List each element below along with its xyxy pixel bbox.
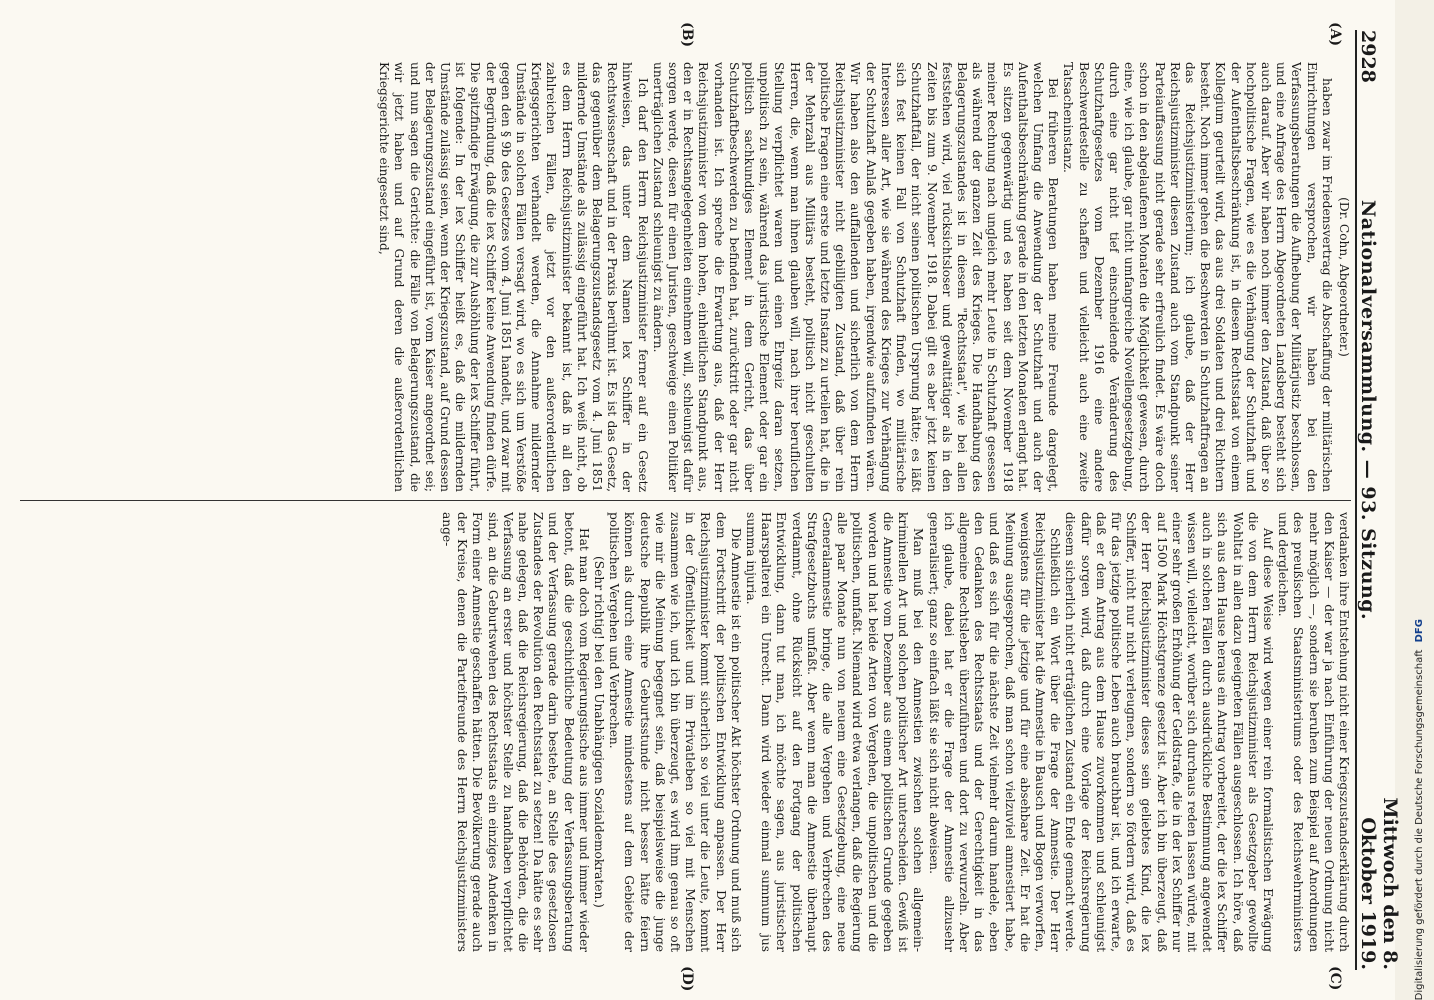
paragraph: Die Amnestie ist ein politischer Akt höchster Ordnung und muß sich dem Fortschritt der politischen Entwicklung anpassen. Der Herr Reichsjustizminister kommt sicherlich so viel unter die Leute, kommt in der Öffentlichkeit und im Privatleben so viel mit Menschen zusammen wie ich, und ich bin überzeugt, es wird ihm genau so oft wie mir die Meinung begegnet sein, daß beispielsweise die junge deutsche Republik ihre Geburtsstunde nicht besser hätte feiern können als durch eine Amnestie mindestens auf dem Gebiete der politischen Vergehen und Verbrechen. bbox=[607, 512, 743, 952]
paragraph: Ich darf den Herrn Reichsjustizminister ferner auf ein Gesetz hinweisen, das unter dem Namen lex Schiffer in der Rechtswissenschaft und in der Praxis berühmt ist. Es ist das Gesetz, das gegenüber dem Belagerungszustandsgesetz vom 4. Juni 1851 mildernde Umstände als zulässig eingeführt hat. Ich weiß nicht, ob es dem Herrn Reichsjustizminister bekannt ist, daß in all den zahlreichen Fällen, die jetzt vor den außerordentlichen Kriegsgerichten verhandelt werden, die Annahme mildernder Umstände in solchen Fällen versagt wird, wo es sich um Verstöße gegen den § 9b des Gesetzes vom 4. Juni 1851 handelt, und zwar mit der Begründung, daß die lex Schiffer keine Anwendung finden dürfe. Die spitzfindige Erwägung, die zur Aushöhlung der lex Schiffer führt, ist folgende: In der lex Schiffer heißt es, daß die mildernden Umstände zulässig seien, wenn der Kriegszustand, auf Grund dessen der Belagerungszustand eingeführt ist, vom Kaiser angeordnet sei; und nun sagen die Gerichte: die Fälle von Belagerungszustand, die wir jetzt haben und auf Grund deren die außerordentlichen Kriegsgerichte eingesetzt sind, bbox=[377, 62, 650, 492]
interjection: (Sehr richtig! bei den Unabhängigen Sozialdemokraten.) bbox=[592, 556, 607, 908]
speaker-attribution: (Dr. Cohn, Abgeordneter.) bbox=[1337, 197, 1351, 357]
paragraph: haben zwar im Friedensvertrag die Abschaffung der militärischen Einrichtungen versprochen, wir haben bei den Verfassungsberatungen die Aufhebung der Militärjustiz beschlossen, und eine Anfrage des Herrn Abgeordneten Landsberg besteht sich auch darauf. Aber wir haben noch immer den Zustand, daß über so hochpolitische Fragen, wie es die Verhängung der Schutzhaft und der Aufenthaltsbeschränkung ist, in diesem Rechtsstaat von einem Kollegium geurteilt wird, das aus drei Soldaten und drei Richtern besteht. Noch immer gehen die Beschwerden in Schutzhaftfragen an das Reichsjustizministerium; ich glaube, daß der Herr Reichsjustizminister diesen Zustand auch vom Standpunkt seiner Parteiauffassung nicht gerade sehr erfreulich findet. Es wäre doch schon in den abgelaufenen Monaten die Möglichkeit gewesen, durch eine, wie ich glaube, gar nicht umfangreiche Novellengesetzgebung, durch eine gar nicht tief einschneidende Veränderung des Schutzhaftgesetzes vom Dezember 1916 eine andere Beschwerdestelle zu schaffen und vielleicht auch eine zweite Tatsacheninstanz. bbox=[1061, 62, 1334, 492]
session-date: Mittwoch den 8. Oktober 1919. bbox=[1357, 797, 1401, 970]
paragraph: Man muß bei den Amnestien zwischen solchen allgemein-kriminellen Art und solchen politischer Art unterscheiden. Gewiß ist die Amnestie vom Dezember aus einem politischen Grunde gegeben worden und hat beide Arten von Vergehen, die unpolitischen und die politischen, umfaßt. Niemand wird etwa verlangen, daß die Regierung alle paar Monate nun von neuem eine Gesetzgebung, eine neue Generalamnestie bringe, die alle Vergehen und Verbrechen des Strafgesetzbuchs umfaßt. Aber wenn man die Amnestie überhaupt verdammt, ohne Rücksicht auf den Fortgang der politischen Entwicklung, dann tut man, ich möchte sagen, aus juristischer Haarspalterei ein Unrecht. Dann wird wieder einmal summum jus summa injuria. bbox=[744, 512, 926, 952]
paragraph: Schließlich ein Wort über die Frage der Amnestie. Der Herr Reichsjustizminister hat die Amnestie in Bausch und Bogen verworfen, wenigstens für die jetzige und für eine absehbare Zeit. Er hat die Meinung ausgesprochen, daß man schon vielzuviel amnestiert habe, und daß es sich für die nächste Zeit vielmehr darum handele, eben den Gedanken des Rechtsstaats und der Gerechtigkeit in das allgemeine Rechtsleben überzuführen und dort zu verwurzeln. Aber ich glaube, dabei hat er die Frage der Amnestie allzusehr generalisiert; ganz so einfach läßt sie sich nicht abweisen. bbox=[926, 512, 1063, 952]
page-number: 2928 bbox=[1357, 30, 1379, 83]
paragraph: Auf diese Weise wird wegen einer rein formalistischen Erwägung die von dem Herrn Reichsjustizminister als Gesetzgeber gewollte Wohltat in allen dazu geeigneten Fällen ausgeschlossen. Ich höre, daß sich aus dem Hause heraus ein Antrag vorbereitet, der die lex Schiffer auch in solchen Fällen durch ausdrückliche Bestimmung angewendet wissen will, vielleicht, worüber sich durchaus reden lassen würde, mit einer sehr großen Erhöhung der Geldstrafe, die in der lex Schiffer nur auf 1500 Mark Höchstgrenze gesetzt ist. Aber ich bin überzeugt, daß der Herr Reichsjustizminister dieses sein geliebtes Kind, die lex Schiffer, nicht nur nicht verleugnen, sondern so fördern wird, daß es für das jetzige politische Leben auch brauchbar ist, und ich erwarte, daß er dem Antrag aus dem Hause zuvorkommen und schleunigst dafür sorgen wird, daß durch eine Vorlage der Reichsregierung diesem sicherlich nicht erträglichen Zustand ein Ende gemacht werde. bbox=[1063, 512, 1275, 952]
margin-marker-c: (C) bbox=[1327, 966, 1343, 991]
paragraph: verdanken ihre Entstehung nicht einer Kriegszustandserklärung durch den Kaiser — der war ja nach Einführung der neuen Ordnung nicht mehr möglich —, sondern sie beruhen zum Beispiel auf Anordnungen des preußischen Staatsministeriums oder des Reichswehrministers und dergleichen. bbox=[1276, 512, 1351, 952]
dfg-logo: DFG bbox=[1414, 618, 1425, 642]
right-column bbox=[20, 512, 1351, 952]
margin-marker-a: (A) bbox=[1327, 22, 1343, 47]
margin-marker-d: (D) bbox=[679, 966, 695, 992]
page-header bbox=[1355, 30, 1401, 970]
column-divider bbox=[20, 500, 1351, 501]
left-column bbox=[20, 62, 1351, 492]
paragraph: Bei früheren Beratungen haben meine Freunde dargelegt, welchen Umfang die Anwendung der Schutzhaft und auch der Aufenthaltsbeschränkung gerade in den letzten Monaten erlangt hat. Es sitzen gegenwärtig und es haben seit dem November 1918 meiner Rechnung nach ungleich mehr Leute in Schutzhaft gesessen als während der ganzen Zeit des Krieges. Die Handhabung des Belagerungszustandes ist in diesem "Rechtsstaat", wie bei allen feststehen wird, viel rücksichtsloser und gewalttätiger als in den Zeiten bis zum 9. November 1918. Dabei gilt es aber jetzt keinen Schutzhaftfall, der nicht seinen politischen Ursprung hätte; es läßt sich fest keinen Fall von Schutzhaft finden, wo militärische Interessen aller Art, wie sie während des Krieges zur Verhängung der Schutzhaft Anlaß gegeben haben, irgendwie aufzufinden wären. Wir haben also den auffallenden und sicherlich von dem Herrn Reichsjustizminister nicht gebilligten Zustand, daß über rein politische Fragen eine erste und letzte Instanz zu urteilen hat, die in der Mehrzahl aus Militärs besteht, politisch nicht geschulten Herren, die, wenn man ihnen glauben will, nach ihrer beruflichen Stellung verpflichtet waren und einen Ehrgeiz daran setzen, unpolitisch zu sein, während das juristische Element oder gar ein politisch sachkundiges Element in dem Gericht, das über Schutzhaftbeschwerden zu befinden hat, zurücktritt oder gar nicht vorhanden ist. Ich spreche die Erwartung aus, daß der Herr Reichsjustizminister von dem hohen, einheitlichen Standpunkt aus, den er in Rechtsangelegenheiten einnehmen will, schleunigst dafür sorgen werde, diesen für einen Juristen, geschweige einen Politiker unerträglichen Zustand schleunigst zu ändern. bbox=[650, 62, 1061, 492]
paragraph: Hat man doch vom Regierungstische aus immer und immer wieder betont, daß die geschichtliche Bedeutung der Verfassungsberatung und der Verfassung gerade darin bestehe, an Stelle des gesetzlosen Zustandes der Revolution den Rechtsstaat zu setzen! Da hätte es sehr nahe gelegen, daß die Reichsregierung, daß die Behörden, die die Verfassung an erster und höchster Stelle zu handhaben verpflichtet sind, an die Geburtswehen des Rechtsstaats ein einziges Andenken in Form einer Amnestie geschaffen hätten. Die Bevölkerung gerade auch der Kreise, denen die Parteifreunde des Herrn Reichsjustizministers ange- bbox=[440, 512, 591, 952]
digitization-credit bbox=[1405, 0, 1434, 1000]
page-title: Nationalversammlung. — 93. Sitzung. bbox=[1357, 199, 1379, 621]
margin-marker-b: (B) bbox=[679, 22, 695, 48]
credit-text: Digitalisierung gefördert durch die Deutsche Forschungsgemeinschaft bbox=[1414, 649, 1425, 1000]
